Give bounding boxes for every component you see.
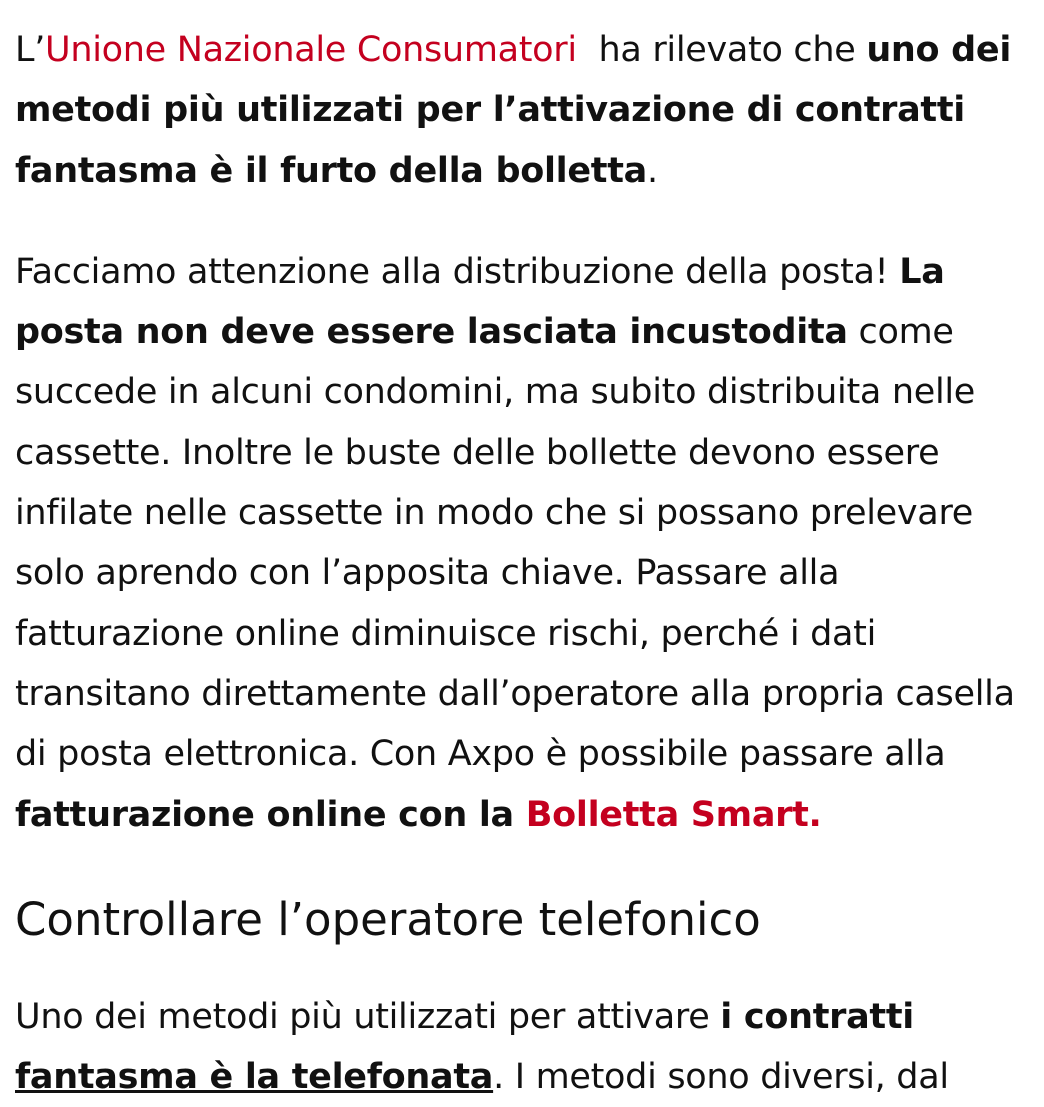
unione-consumatori-link[interactable]: Unione Nazionale Consumatori bbox=[45, 30, 577, 70]
paragraph-phone-call bbox=[15, 987, 1044, 1107]
bold-text: uno dei metodi più utilizzati per l’attivazione di contratti fantasma è il furto della bolletta bbox=[15, 30, 1012, 191]
bold-text: fantasma è la telefonata bbox=[15, 1057, 494, 1098]
paragraph-bill-theft bbox=[15, 20, 1044, 201]
bold-text: fatturazione online con la bbox=[15, 794, 526, 835]
text-segment: . I metodi sono diversi, dal bbox=[493, 1057, 949, 1098]
bolletta-smart-label: Bolletta Smart. bbox=[525, 794, 822, 835]
text-segment: Uno dei metodi più utilizzati per attivare bbox=[15, 996, 721, 1037]
text-segment: L’ bbox=[15, 30, 46, 70]
paragraph-mail-distribution bbox=[15, 242, 1044, 845]
text-segment: come succede in alcuni condomini, ma subito distribuita nelle cassette. Inoltre le buste delle bollette devono essere infilate nelle cassette in modo che si possano prelevare solo aprendo con l’apposita chiave. Passare alla fatturazione online diminuisce rischi, perché i dati transitano direttamente dall’operatore alla propria casella di posta elettronica. Con Axpo è possibile passare alla bbox=[15, 312, 1015, 775]
bold-text: i contratti bbox=[720, 996, 914, 1037]
bolletta-smart-link[interactable] bbox=[526, 795, 822, 835]
text-segment: ha rilevato che bbox=[576, 30, 867, 70]
text-segment: Facciamo attenzione alla distribuzione della posta! bbox=[15, 251, 900, 292]
bold-text: La posta non deve essere lasciata incustodita bbox=[15, 251, 945, 353]
text-segment: . bbox=[647, 150, 658, 191]
section-heading: Controllare l’operatore telefonico bbox=[15, 892, 761, 946]
article-body bbox=[15, 20, 1044, 1107]
